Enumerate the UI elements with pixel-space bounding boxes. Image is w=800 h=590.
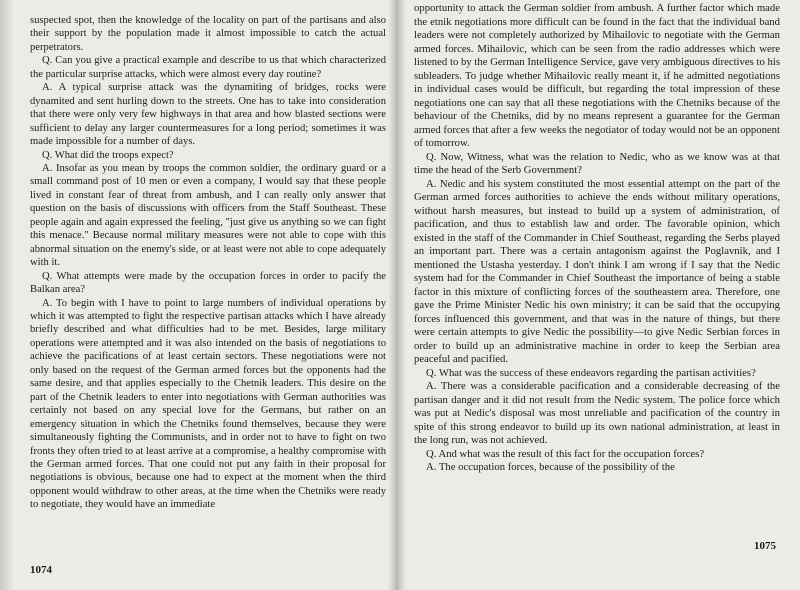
right-page xyxy=(396,0,800,590)
paragraph: A. The occupation forces, because of the possibility of the xyxy=(426,461,675,473)
right-page-text xyxy=(414,2,780,475)
paragraph: opportunity to attack the German soldier from ambush. A further factor which made the etnik negotiations more difficult can be found in the fact that the individual band leaders were not completely authorized by Mihailovic to negotiate with the German armed forces. Mihailovic, which can be seen from the radio addresses which were listened to by the German Intelligence Service, gave very ambiguous directives to his subleaders. To judge whether Mihailovic really meant it, if he admitted negotiations in individual cases would be difficult, but regarding the total impression of these negotiations one can say that all these negotiations with the Chetniks because of the behaviour of the Chetniks, did by no means represent a guarantee for the German armed forces that after a few weeks the negotiator of today would not be an opponent of tomorrow. xyxy=(414,2,780,149)
paragraph: Q. What did the troops expect? xyxy=(42,149,174,161)
page-number-left: 1074 xyxy=(30,564,52,576)
paragraph: A. Nedic and his system constituted the most essential attempt on the part of the German armed forces authorities to achieve the ends without military operations, without harsh measures, but instead to build up a system of administration, of pacification, and thus to establish law and order. The favorable opinion, which existed in the staff of the Commander in Chief Southeast, regarding the Serbs played an important part. There was a certain antagonism against the Poglavnik, and I mentioned the Ustasha yesterday. I don't think I am wrong if I say that the Nedic system had for the Commander in Chief Southeast the importance of being a stable factor in this mixture of conflicting forces of the southeastern area. Therefore, one gave the Prime Minister Nedic his own ministry; it can be said that the occupying forces influenced this government, and that was in the nature of things, but there were certain attempts to give Nedic the possibility—to give Nedic Serbian forces in order to build up an administrative machine in order to keep the Serbian area peaceful and pacified. xyxy=(414,177,780,365)
paragraph: Q. What was the success of these endeavors regarding the partisan activities? xyxy=(426,366,756,379)
paragraph: suspected spot, then the knowledge of the locality on part of the partisans and also their support by the population made it almost impossible to catch the actual perpetrators. xyxy=(30,15,386,53)
left-page xyxy=(0,0,396,590)
paragraph: A. There was a considerable pacification and a considerable decreasing of the partisan danger and it did not result from the Nedic system. The police force which was put at Nedic's disposal was most unreliable and pacification of the country in spite of this strong endeavor to build up its own national administration, at least in the long run, was not achieved. xyxy=(414,380,780,446)
paragraph: Q. Can you give a practical example and describe to us that which characterized the particular surprise attacks, which were almost every day routine? xyxy=(30,55,386,80)
paragraph: Q. And what was the result of this fact for the occupation forces? xyxy=(426,447,705,460)
paragraph: A. Insofar as you mean by troops the common soldier, the ordinary guard or a small command post of 10 men or even a company, I would say that these people lived in constant fear of threat from ambush, and I can really only answer that question on the basis of discussions with officers from the Staff Southeast. These people again and again expressed the feeling, "just give us anything so we can fight this menace." Because normal military measures were not able to cope with this abnormal situation on the enemy's side, or at least were not able to cope adequately with it. xyxy=(30,162,386,269)
page-number-right: 1075 xyxy=(754,540,776,552)
left-page-text xyxy=(30,14,386,512)
paragraph: A. A typical surprise attack was the dynamiting of bridges, rocks were dynamited and sent hurling down to the streets. One has to take into consideration that there were only very few highways in that area and how blasted sections were sufficient to delay any larger countermeasures for a long period; sometimes it was made impossible for a number of days. xyxy=(30,82,386,148)
paragraph: A. To begin with I have to point to large numbers of individual operations by which it was attempted to fight the respective partisan attacks which I have already briefly described and what difficulties had to be met. Besides, large military operations were attempted and it was also intended on the basis of negotiations to achieve the pacifications of at least certain sectors. These negotiations were not only based on the request of the German armed forces but the opponents had the same desire, and that applies especially to the Chetnik leaders. This desire on the part of the Chetnik leaders to enter into negotiations with German authorities was certainly not based on any special love for the Germans, but rather on an emergency situation in which the Chetniks found themselves, because they were simultaneously fighting the Communists, and in order not to have to fight on two fronts they often tried to at least arrive at a compromise, a healthy compromise with the German armed forces. That one could not put any faith in their proposal for negotiations is obvious, because one had to expect at the moment when the third opponent would withdraw to other areas, at the time when the Chetniks were ready to negotiate, they would have an immediate xyxy=(30,297,386,511)
paragraph: Q. Now, Witness, what was the relation to Nedic, who as we know was at that time the head of the Serb Government? xyxy=(414,150,780,176)
paragraph: Q. What attempts were made by the occupation forces in order to pacify the Balkan area? xyxy=(30,270,386,296)
